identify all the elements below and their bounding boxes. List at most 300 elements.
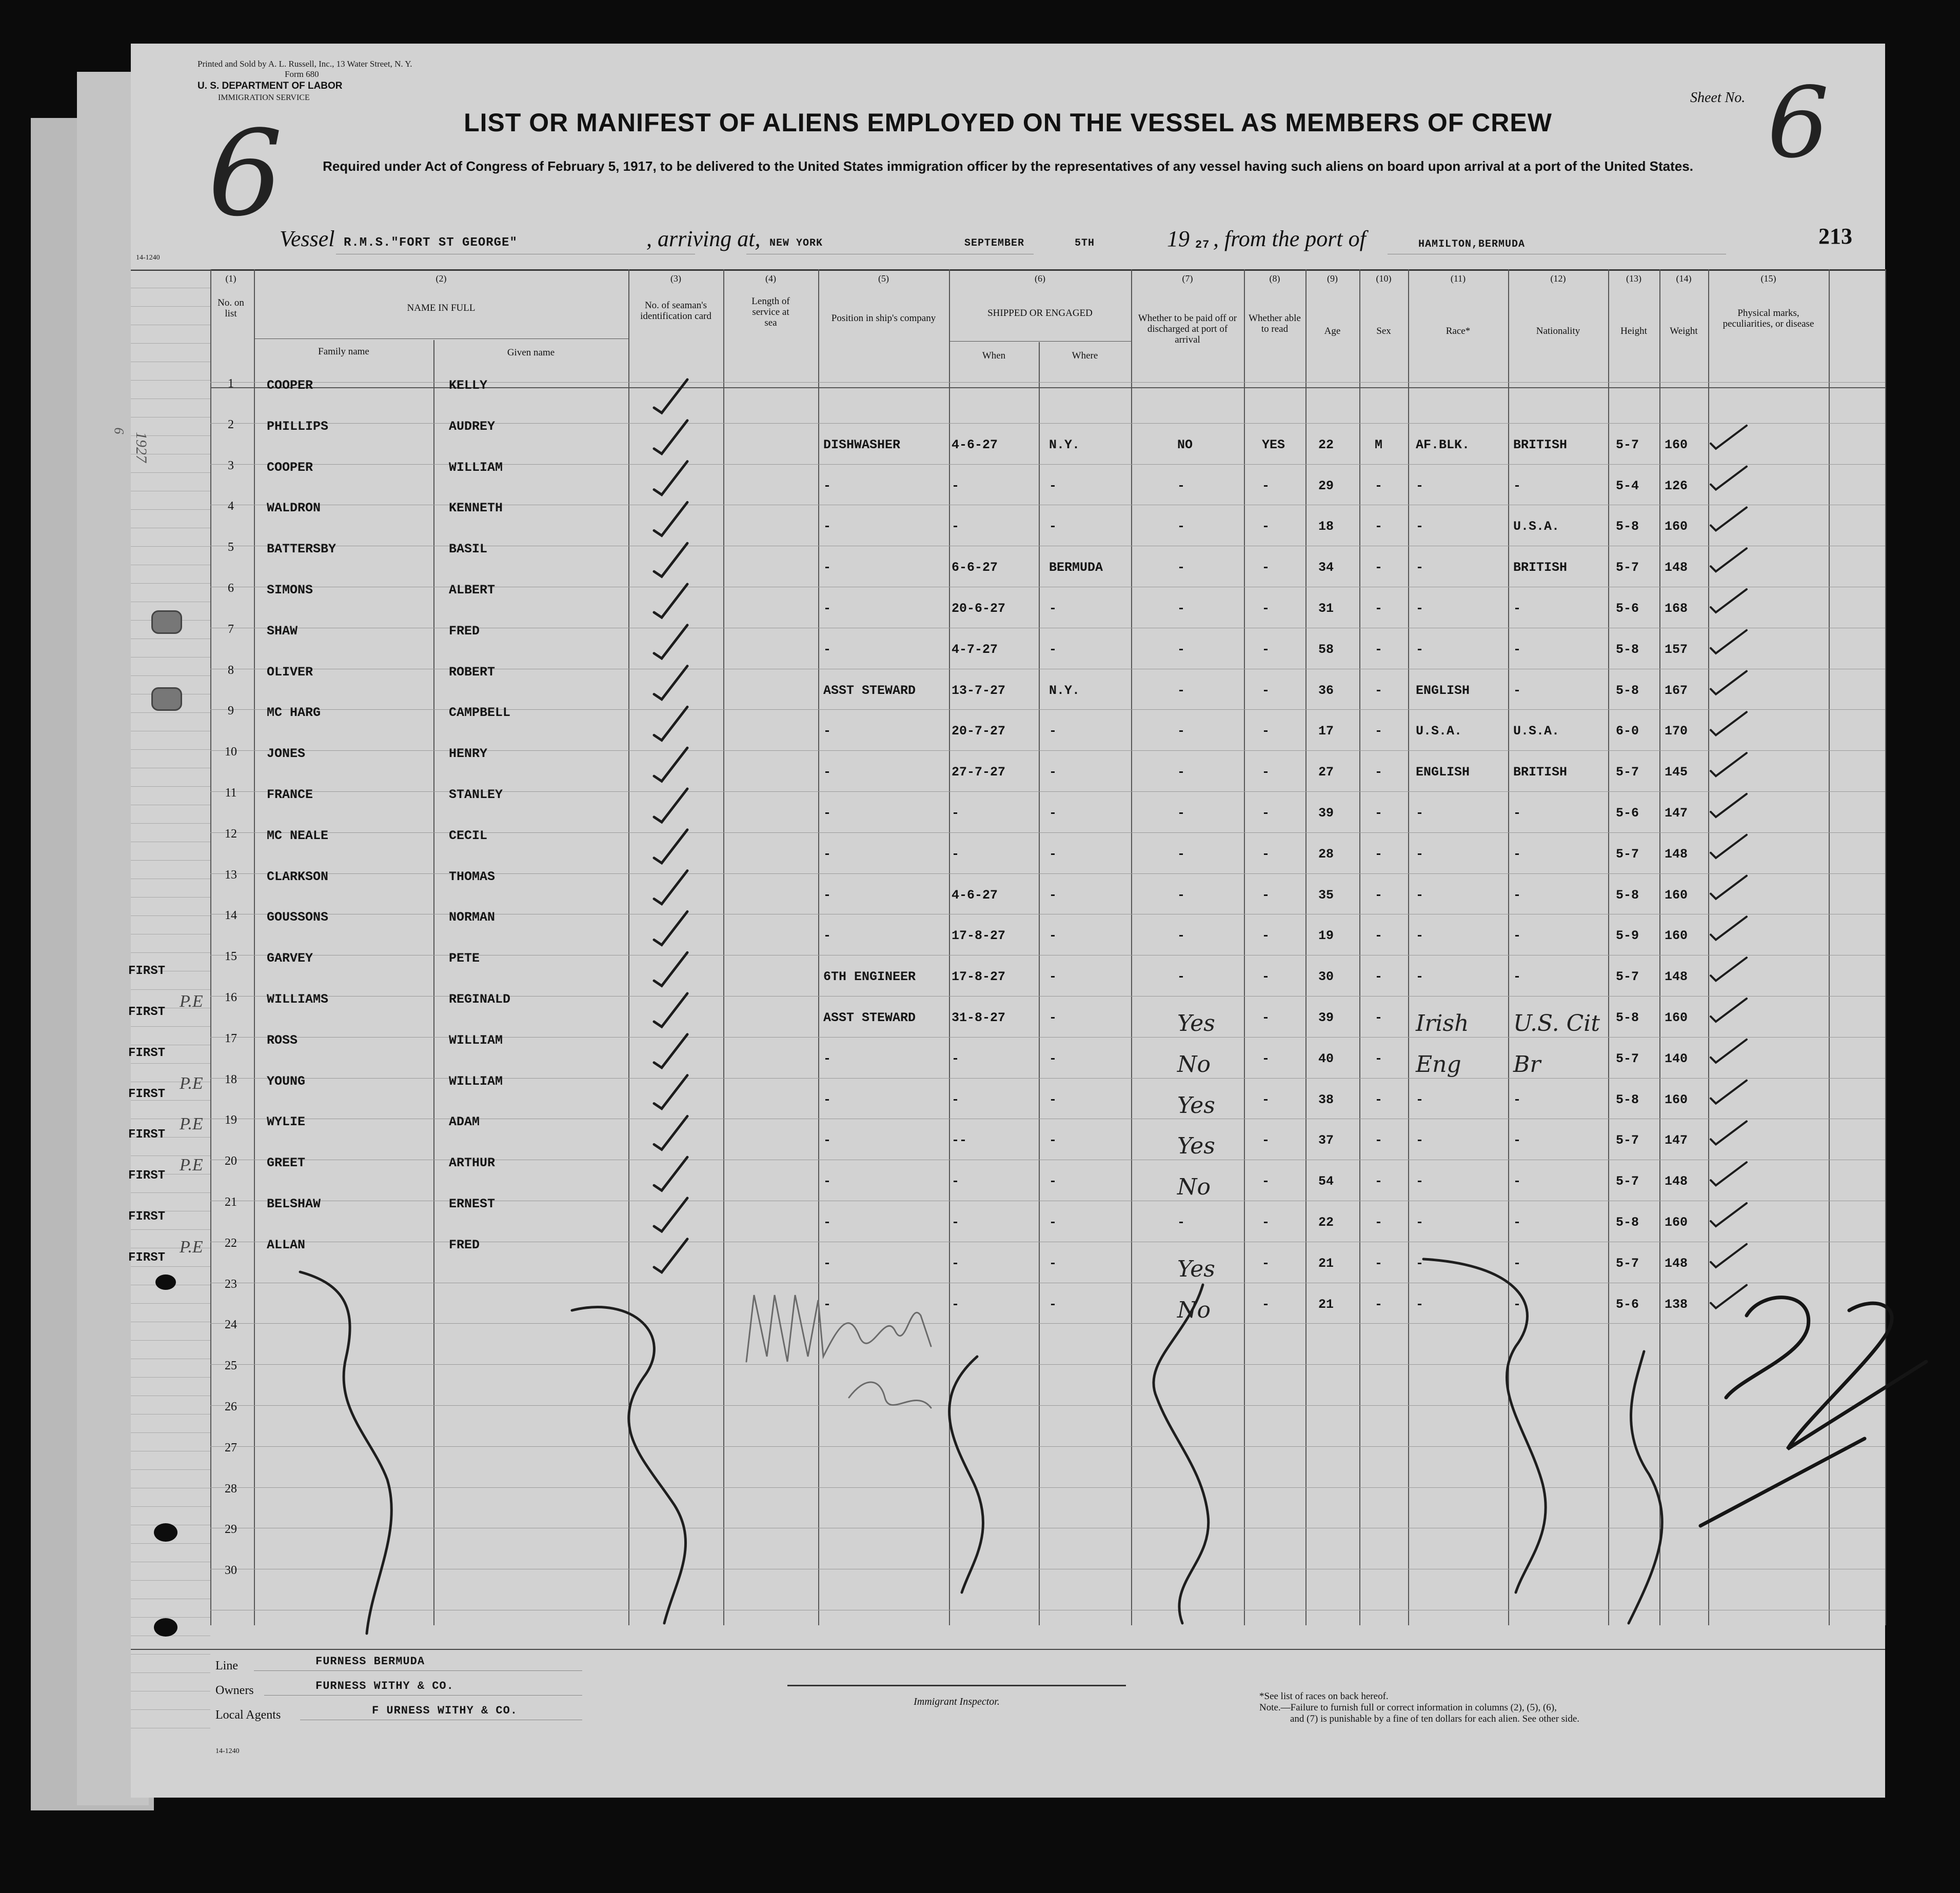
row-number: 16 — [225, 991, 237, 1004]
cell-paid: Yes — [1177, 1133, 1215, 1160]
cell-read: - — [1262, 683, 1270, 698]
col-head-id-card: No. of seaman's identification card — [640, 300, 711, 322]
cell-race: - — [1416, 1092, 1424, 1107]
cell-family: MC HARG — [267, 705, 321, 721]
cell-paid: No — [1177, 1297, 1211, 1323]
cell-given: NORMAN — [449, 910, 496, 925]
cell-where: - — [1049, 887, 1057, 903]
inspector-label: Immigrant Inspector. — [914, 1696, 1000, 1707]
col-head-service: Length of service at sea — [751, 296, 790, 328]
cell-race: - — [1416, 642, 1424, 657]
cell-where: - — [1049, 1297, 1057, 1312]
cell-age: 21 — [1318, 1256, 1334, 1271]
cell-read: - — [1262, 887, 1270, 903]
cell-family: GOUSSONS — [267, 910, 329, 925]
col-head-no: No. on list — [217, 297, 244, 319]
cell-when: - — [952, 1092, 960, 1107]
cell-age: 22 — [1318, 437, 1334, 452]
row-number: 28 — [225, 1482, 237, 1496]
cell-age: 35 — [1318, 887, 1334, 903]
cell-read: - — [1262, 806, 1270, 821]
cell-age: 17 — [1318, 724, 1334, 739]
first-class-mark: FIRST — [128, 1005, 166, 1019]
cell-family: PHILLIPS — [267, 419, 329, 434]
row-number: 3 — [228, 459, 234, 472]
cancel-squiggle-6 — [1629, 1351, 1662, 1623]
cell-weight: 157 — [1665, 642, 1688, 657]
col-num-5: (5) — [878, 273, 889, 284]
cell-weight: 148 — [1665, 1174, 1688, 1189]
cell-read: - — [1262, 1297, 1270, 1312]
penalty-note-2: and (7) is punishable by a fine of ten dollars for each alien. See other side. — [1290, 1713, 1580, 1724]
row-number: 11 — [225, 786, 237, 800]
manifest-page — [111, 44, 1885, 1798]
cell-read: - — [1262, 1051, 1270, 1066]
cell-nat: - — [1513, 601, 1521, 616]
cell-family: BATTERSBY — [267, 542, 336, 557]
row-number: 21 — [225, 1195, 237, 1209]
cell-family: COOPER — [267, 460, 313, 475]
cell-read: - — [1262, 1174, 1270, 1189]
cell-weight: 147 — [1665, 806, 1688, 821]
pe-mark: P.E — [180, 1237, 203, 1257]
row-number: 17 — [225, 1031, 237, 1045]
cell-age: 58 — [1318, 642, 1334, 657]
cell-family: COOPER — [267, 378, 313, 393]
cell-family: WILLIAMS — [267, 992, 329, 1007]
cell-where: N.Y. — [1049, 437, 1080, 452]
cell-when: 17-8-27 — [952, 969, 1006, 985]
cancel-squiggle-1 — [300, 1272, 391, 1633]
cell-nat: BRITISH — [1513, 765, 1568, 780]
cell-height: 5-4 — [1616, 478, 1639, 493]
col-num-7: (7) — [1182, 273, 1193, 284]
races-note: *See list of races on back hereof. — [1259, 1691, 1389, 1702]
cell-position: - — [823, 724, 831, 739]
cell-read: - — [1262, 846, 1270, 862]
cell-race: - — [1416, 1133, 1424, 1148]
col-num-1: (1) — [225, 273, 236, 284]
arrival-port: NEW YORK — [769, 237, 823, 249]
cell-position: ASST STEWARD — [823, 683, 916, 698]
cell-nat: - — [1513, 1256, 1521, 1271]
cell-height: 5-7 — [1616, 846, 1639, 862]
cell-read: YES — [1262, 437, 1285, 452]
cell-weight: 148 — [1665, 1256, 1688, 1271]
cell-race: AF.BLK. — [1416, 437, 1470, 452]
cell-where: - — [1049, 928, 1057, 944]
cell-where: - — [1049, 642, 1057, 657]
page-subtitle: Required under Act of Congress of February 5, 1917, to be delivered to the United States immigration officer by the representatives of any vessel having such aliens on board upon arrival at a port of the United States. — [323, 158, 1693, 174]
cell-age: 28 — [1318, 846, 1334, 862]
cell-given: WILLIAM — [449, 1073, 503, 1089]
cell-nat: Br — [1513, 1051, 1541, 1078]
cell-race: - — [1416, 1297, 1424, 1312]
cell-read: - — [1262, 969, 1270, 985]
cell-nat: - — [1513, 1215, 1521, 1230]
cell-sex: - — [1375, 846, 1383, 862]
col-head-when: When — [982, 350, 1006, 361]
row-number: 22 — [225, 1236, 237, 1250]
cell-given: PETE — [449, 951, 480, 966]
cell-where: - — [1049, 1215, 1057, 1230]
punch-hole — [154, 1523, 177, 1542]
binder-clip — [151, 687, 182, 711]
row-number: 25 — [225, 1359, 237, 1373]
cell-where: - — [1049, 1051, 1057, 1066]
cell-sex: - — [1375, 1297, 1383, 1312]
cell-age: 54 — [1318, 1174, 1334, 1189]
cell-read: - — [1262, 601, 1270, 616]
cell-when: - — [952, 1256, 960, 1271]
row-number: 7 — [228, 622, 234, 636]
col-head-physical: Physical marks, peculiarities, or disease — [1723, 308, 1814, 329]
cell-race: Eng — [1416, 1051, 1461, 1078]
cancel-squiggle-5 — [1423, 1259, 1546, 1592]
cell-sex: - — [1375, 1133, 1383, 1148]
cell-paid: Yes — [1177, 1010, 1215, 1037]
cell-race: - — [1416, 1215, 1424, 1230]
cell-paid: - — [1177, 1215, 1185, 1230]
cell-position: - — [823, 478, 831, 493]
row-number: 30 — [225, 1564, 237, 1578]
cell-paid: - — [1177, 478, 1185, 493]
cell-height: 5-8 — [1616, 1010, 1639, 1025]
col-head-read: Whether able to read — [1249, 313, 1301, 334]
cell-given: FRED — [449, 623, 480, 639]
cell-where: - — [1049, 969, 1057, 985]
cell-paid: - — [1177, 846, 1185, 862]
cell-position: - — [823, 1215, 831, 1230]
cell-nat: U.S.A. — [1513, 724, 1560, 739]
cell-paid: No — [1177, 1174, 1211, 1201]
cell-given: STANLEY — [449, 787, 503, 802]
cell-nat: - — [1513, 683, 1521, 698]
cell-sex: - — [1375, 1092, 1383, 1107]
cell-family: WALDRON — [267, 501, 321, 516]
cell-position: DISHWASHER — [823, 437, 901, 452]
cell-where: - — [1049, 724, 1057, 739]
cell-family: SHAW — [267, 623, 298, 639]
col-num-12: (12) — [1550, 273, 1566, 284]
cell-when: 6-6-27 — [952, 560, 998, 575]
first-class-mark: FIRST — [128, 1128, 166, 1142]
cell-race: - — [1416, 846, 1424, 862]
cell-age: 21 — [1318, 1297, 1334, 1312]
cell-weight: 170 — [1665, 724, 1688, 739]
cell-age: 30 — [1318, 969, 1334, 985]
cell-paid: NO — [1177, 437, 1193, 452]
cell-height: 5-8 — [1616, 519, 1639, 534]
count-stroke-1 — [1726, 1298, 1809, 1398]
cell-read: - — [1262, 765, 1270, 780]
cell-age: 29 — [1318, 478, 1334, 493]
cell-weight: 160 — [1665, 519, 1688, 534]
cell-given: ADAM — [449, 1114, 480, 1130]
cell-weight: 168 — [1665, 601, 1688, 616]
cell-weight: 160 — [1665, 1215, 1688, 1230]
cell-nat: - — [1513, 478, 1521, 493]
col-head-shipped: SHIPPED OR ENGAGED — [987, 308, 1093, 318]
col-num-13: (13) — [1626, 273, 1641, 284]
arrival-day: 5TH — [1075, 237, 1095, 249]
col-head-paid-off: Whether to be paid off or discharged at port of arrival — [1138, 313, 1237, 345]
cell-position: - — [823, 519, 831, 534]
cell-race: - — [1416, 1256, 1424, 1271]
col-num-4: (4) — [765, 273, 776, 284]
cell-when: 4-6-27 — [952, 437, 998, 452]
cell-given: WILLIAM — [449, 460, 503, 475]
cell-nat: - — [1513, 1133, 1521, 1148]
cell-race: - — [1416, 806, 1424, 821]
cell-given: ERNEST — [449, 1197, 496, 1211]
cell-family: CLARKSON — [267, 869, 329, 884]
cell-when: - — [952, 1215, 960, 1230]
cell-family: YOUNG — [267, 1073, 306, 1089]
cell-sex: - — [1375, 928, 1383, 944]
cell-age: 40 — [1318, 1051, 1334, 1066]
cell-height: 5-7 — [1616, 1051, 1639, 1066]
cell-read: - — [1262, 1010, 1270, 1025]
cancel-squiggle-4 — [1154, 1285, 1209, 1623]
cell-read: - — [1262, 1133, 1270, 1148]
cell-position: - — [823, 601, 831, 616]
cell-where: N.Y. — [1049, 683, 1080, 698]
cell-where: - — [1049, 478, 1057, 493]
cell-sex: - — [1375, 1010, 1383, 1025]
cell-given: KENNETH — [449, 501, 503, 516]
cell-family: FRANCE — [267, 787, 313, 802]
cell-position: - — [823, 1174, 831, 1189]
cell-read: - — [1262, 1092, 1270, 1107]
cell-race: - — [1416, 478, 1424, 493]
cell-age: 19 — [1318, 928, 1334, 944]
cell-family: GREET — [267, 1155, 306, 1171]
cell-race: - — [1416, 601, 1424, 616]
cell-height: 5-7 — [1616, 1256, 1639, 1271]
row-number: 9 — [228, 704, 234, 718]
cell-weight: 160 — [1665, 928, 1688, 944]
page-title: LIST OR MANIFEST OF ALIENS EMPLOYED ON THE VESSEL AS MEMBERS OF CREW — [464, 108, 1552, 137]
col-head-given: Given name — [507, 347, 555, 358]
cell-position: - — [823, 1092, 831, 1107]
cell-when: 27-7-27 — [952, 765, 1006, 780]
row-number: 12 — [225, 827, 237, 841]
total-count — [1747, 1285, 1753, 1290]
margin-six: 6 — [111, 427, 127, 434]
cell-height: 5-7 — [1616, 1133, 1639, 1148]
row-number: 13 — [225, 868, 237, 882]
corner-mark: 6 — [208, 106, 283, 243]
col-num-8: (8) — [1269, 273, 1280, 284]
cell-weight: 147 — [1665, 1133, 1688, 1148]
cell-where: - — [1049, 1256, 1057, 1271]
cell-when: - — [952, 846, 960, 862]
cell-nat: - — [1513, 1092, 1521, 1107]
arrival-month: SEPTEMBER — [964, 237, 1025, 249]
cell-age: 38 — [1318, 1092, 1334, 1107]
cell-paid: - — [1177, 887, 1185, 903]
departure-port: HAMILTON,BERMUDA — [1418, 238, 1526, 250]
cell-given: BASIL — [449, 542, 488, 557]
cell-nat: BRITISH — [1513, 560, 1568, 575]
pe-mark: P.E — [180, 1114, 203, 1134]
cell-weight: 126 — [1665, 478, 1688, 493]
cell-given: ARTHUR — [449, 1155, 496, 1171]
cell-given: KELLY — [449, 378, 488, 393]
cell-where: - — [1049, 519, 1057, 534]
cell-weight: 140 — [1665, 1051, 1688, 1066]
cell-when: 20-7-27 — [952, 724, 1006, 739]
cell-height: 5-8 — [1616, 683, 1639, 698]
cell-paid: Yes — [1177, 1256, 1215, 1282]
cell-read: - — [1262, 928, 1270, 944]
row-number: 2 — [228, 417, 234, 431]
cell-age: 27 — [1318, 765, 1334, 780]
cell-family: BELSHAW — [267, 1197, 321, 1211]
col-num-3: (3) — [670, 273, 681, 284]
cell-race: - — [1416, 1174, 1424, 1189]
row-number: 27 — [225, 1441, 237, 1454]
cancel-squiggle-3 — [949, 1357, 983, 1592]
penalty-note-1: Note.—Failure to furnish full or correct information in columns (2), (5), (6), — [1259, 1702, 1557, 1713]
row-number: 4 — [228, 500, 234, 513]
cell-height: 5-8 — [1616, 1092, 1639, 1107]
cell-when: - — [952, 1297, 960, 1312]
row-number: 15 — [225, 950, 237, 964]
form-code-top: 14-1240 — [136, 254, 160, 262]
cell-race: - — [1416, 969, 1424, 985]
cell-height: 5-7 — [1616, 560, 1639, 575]
cell-paid: - — [1177, 519, 1185, 534]
cell-where: - — [1049, 1174, 1057, 1189]
cell-weight: 148 — [1665, 969, 1688, 985]
sheet-number: 6 — [1767, 66, 1829, 180]
cell-weight: 167 — [1665, 683, 1688, 698]
cell-height: 6-0 — [1616, 724, 1639, 739]
cell-nat: BRITISH — [1513, 437, 1568, 452]
cell-given: FRED — [449, 1237, 480, 1252]
count-stroke-3 — [1700, 1439, 1865, 1526]
agents-value: F URNESS WITHY & CO. — [372, 1704, 518, 1717]
cell-read: - — [1262, 478, 1270, 493]
row-number: 6 — [228, 582, 234, 595]
cell-nat: - — [1513, 928, 1521, 944]
cell-family: SIMONS — [267, 583, 313, 597]
cell-weight: 160 — [1665, 1010, 1688, 1025]
col-head-race: Race* — [1446, 326, 1471, 336]
col-num-2: (2) — [435, 273, 447, 284]
form-code-bottom: 14-1240 — [215, 1747, 240, 1755]
col-head-name: NAME IN FULL — [407, 303, 476, 313]
cell-weight: 148 — [1665, 560, 1688, 575]
row-number: 18 — [225, 1072, 237, 1086]
row-number: 14 — [225, 909, 237, 923]
department-name: U. S. DEPARTMENT OF LABOR — [197, 81, 343, 91]
cell-when: 4-6-27 — [952, 887, 998, 903]
cell-when: - — [952, 1051, 960, 1066]
cell-sex: - — [1375, 519, 1383, 534]
row-number: 5 — [228, 541, 234, 554]
cell-when: 31-8-27 — [952, 1010, 1006, 1025]
cell-paid: - — [1177, 642, 1185, 657]
printer-line: Printed and Sold by A. L. Russell, Inc., 13 Water Street, N. Y. — [197, 59, 412, 69]
cell-age: 39 — [1318, 1010, 1334, 1025]
cell-read: - — [1262, 519, 1270, 534]
row-number: 20 — [225, 1154, 237, 1168]
row-number: 8 — [228, 663, 234, 677]
cell-paid: - — [1177, 928, 1185, 944]
physical-marks-check-strokes — [1711, 426, 1747, 1308]
binder-clip — [151, 610, 182, 634]
cell-sex: - — [1375, 887, 1383, 903]
first-class-mark: FIRST — [128, 1250, 166, 1265]
owners-value: FURNESS WITHY & CO. — [315, 1680, 454, 1692]
owners-label: Owners — [215, 1684, 254, 1697]
cell-when: - — [952, 1174, 960, 1189]
first-class-mark: FIRST — [128, 1087, 166, 1101]
cell-race: ENGLISH — [1416, 765, 1470, 780]
col-num-9: (9) — [1327, 273, 1338, 284]
margin-year: 1927 — [133, 432, 150, 463]
ink-marks — [131, 44, 1885, 1798]
cell-position: - — [823, 887, 831, 903]
cell-given: THOMAS — [449, 869, 496, 884]
row-number: 29 — [225, 1523, 237, 1537]
form-number: Form 680 — [285, 69, 319, 79]
row-number: 1 — [228, 377, 234, 390]
cell-nat: - — [1513, 806, 1521, 821]
cell-race: - — [1416, 560, 1424, 575]
first-class-mark: FIRST — [128, 1046, 166, 1060]
cell-nat: - — [1513, 887, 1521, 903]
cell-race: ENGLISH — [1416, 683, 1470, 698]
cell-where: - — [1049, 765, 1057, 780]
cell-weight: 160 — [1665, 437, 1688, 452]
cell-nat: - — [1513, 969, 1521, 985]
col-num-14: (14) — [1676, 273, 1692, 284]
cell-position: - — [823, 1256, 831, 1271]
cell-height: 5-6 — [1616, 1297, 1639, 1312]
cell-where: - — [1049, 601, 1057, 616]
cell-race: Irish — [1416, 1010, 1469, 1037]
first-class-mark: FIRST — [128, 1210, 166, 1224]
row-number: 23 — [225, 1277, 237, 1291]
cell-age: 31 — [1318, 601, 1334, 616]
first-class-mark: FIRST — [128, 1169, 166, 1183]
cell-given: CAMPBELL — [449, 705, 511, 721]
cell-paid: - — [1177, 560, 1185, 575]
col-head-family: Family name — [318, 346, 369, 357]
cell-sex: - — [1375, 560, 1383, 575]
cell-sex: - — [1375, 969, 1383, 985]
cell-when: 17-8-27 — [952, 928, 1006, 944]
col-head-weight: Weight — [1670, 326, 1698, 336]
cell-where: BERMUDA — [1049, 560, 1103, 575]
cell-height: 5-6 — [1616, 601, 1639, 616]
first-class-mark: FIRST — [128, 964, 166, 979]
cell-position: - — [823, 560, 831, 575]
cell-position: - — [823, 1051, 831, 1066]
cell-age: 18 — [1318, 519, 1334, 534]
cell-height: 5-7 — [1616, 1174, 1639, 1189]
cell-age: 34 — [1318, 560, 1334, 575]
cell-height: 5-6 — [1616, 806, 1639, 821]
cell-sex: - — [1375, 1051, 1383, 1066]
cell-nat: - — [1513, 1297, 1521, 1312]
cell-read: - — [1262, 560, 1270, 575]
col-num-10: (10) — [1376, 273, 1392, 284]
